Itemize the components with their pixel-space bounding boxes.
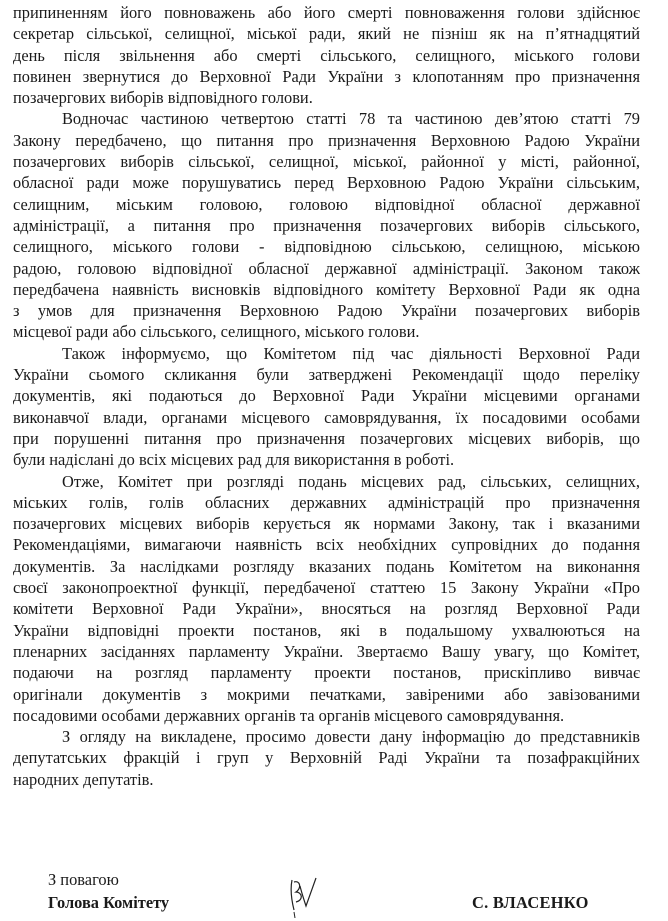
text-line: з умов для призначення Верховною Радою України позачергових виборів: [13, 301, 640, 321]
text-line: обласної ради може порушуватись перед Верховною Радою України сільським,: [13, 173, 640, 193]
signatory-position: Голова Комітету: [48, 893, 170, 912]
handwritten-signature: [286, 876, 326, 918]
text-line: Водночас частиною четвертою статті 78 та частиною дев’ятою статті 79: [62, 109, 640, 129]
paragraph: [13, 108, 640, 342]
text-line: були надіслані до всіх місцевих рад для використання в роботі.: [13, 450, 455, 470]
text-line: Закону передбачено, що питання про призначення Верховною Радою України: [13, 130, 640, 150]
text-line: день після звільнення або смерті сільського, селищного, міського голови: [13, 45, 640, 65]
text-line: припиненням його повноважень або його смерті повноваження голови здійснює: [13, 3, 640, 22]
text-line: позачергових виборів сільської, селищної, міської, районної у місті, районної,: [13, 152, 640, 172]
paragraph: [13, 471, 640, 727]
text-line: оригінали документів з мокрими печатками, завіреними або завізованими: [13, 684, 640, 704]
signatory-name: С. ВЛАСЕНКО: [472, 893, 589, 912]
paragraph: [13, 343, 640, 471]
text-line: позачергових місцевих виборів керується як нормами Закону, так і вказаними: [13, 514, 640, 534]
text-line: радою, головою відповідної обласної державної адміністрації. Законом також: [13, 258, 640, 278]
paragraph: [13, 726, 640, 790]
text-line: місцевої ради або сільського, селищного, міського голови.: [13, 322, 420, 342]
letter-body: [13, 2, 640, 790]
paragraph: [13, 2, 640, 108]
text-line: селищного, міського голови - відповідною сільською, селищною, міською: [13, 237, 640, 257]
text-line: Отже, Комітет при розгляді подань місцевих рад, сільських, селищних,: [62, 471, 640, 491]
text-line: секретар сільської, селищної, міської ради, який не пізніш як на п’ятнадцятий: [13, 24, 640, 44]
closing-regards: З повагою: [48, 870, 119, 889]
text-line: Рекомендаціями, вимагаючи наявність всіх необхідних супровідних до подання: [13, 535, 640, 555]
text-line: при порушенні питання про призначення позачергових місцевих виборів, що: [13, 428, 640, 448]
text-line: позачергових виборів відповідного голови.: [13, 88, 313, 108]
text-line: документів. За наслідками розгляду вказаних подань Комітетом на виконання: [13, 556, 640, 576]
text-line: комітети Верховної Ради України», вносяться на розгляд Верховної Ради: [13, 599, 640, 619]
text-line: України відповідні проекти постанов, які в подальшому ухвалюються на: [13, 620, 640, 640]
text-line: народних депутатів.: [13, 769, 154, 789]
text-line: міських голів, голів обласних державних адміністрацій про призначення: [13, 492, 640, 512]
text-line: повинен звернутися до Верховної Ради України з клопотанням про призначення: [13, 66, 640, 86]
text-line: документів, які подаються до Верховної Ради України місцевими органами: [13, 386, 640, 406]
text-line: депутатських фракцій і груп у Верховній Раді України та позафракційних: [13, 748, 640, 768]
text-line: передбачена наявність висновків відповідного комітету Верховної Ради як одна: [13, 279, 640, 299]
text-line: подаючи на розгляд парламенту проекти постанов, прискіпливо вивчає: [13, 663, 640, 683]
text-line: селищним, міським головою, головою відповідної обласної державної: [13, 194, 640, 214]
text-line: своєї законопроектної функції, передбаченої статтею 15 Закону України «Про: [13, 578, 640, 598]
text-line: Також інформуємо, що Комітетом під час діяльності Верховної Ради: [62, 343, 640, 363]
text-line: України сьомого скликання були затверджені Рекомендації щодо переліку: [13, 365, 640, 385]
text-line: виконавчої влади, органами місцевого самоврядування, їх посадовими особами: [13, 407, 640, 427]
text-line: адміністрації, а питання про призначення позачергових виборів сільського,: [13, 215, 640, 235]
text-line: посадовими особами державних органів та органів місцевого самоврядування.: [13, 705, 565, 725]
text-line: З огляду на викладене, просимо довести дану інформацію до представників: [62, 727, 640, 747]
text-line: пленарних засіданнях парламенту України. Звертаємо Вашу увагу, що Комітет,: [13, 641, 640, 661]
